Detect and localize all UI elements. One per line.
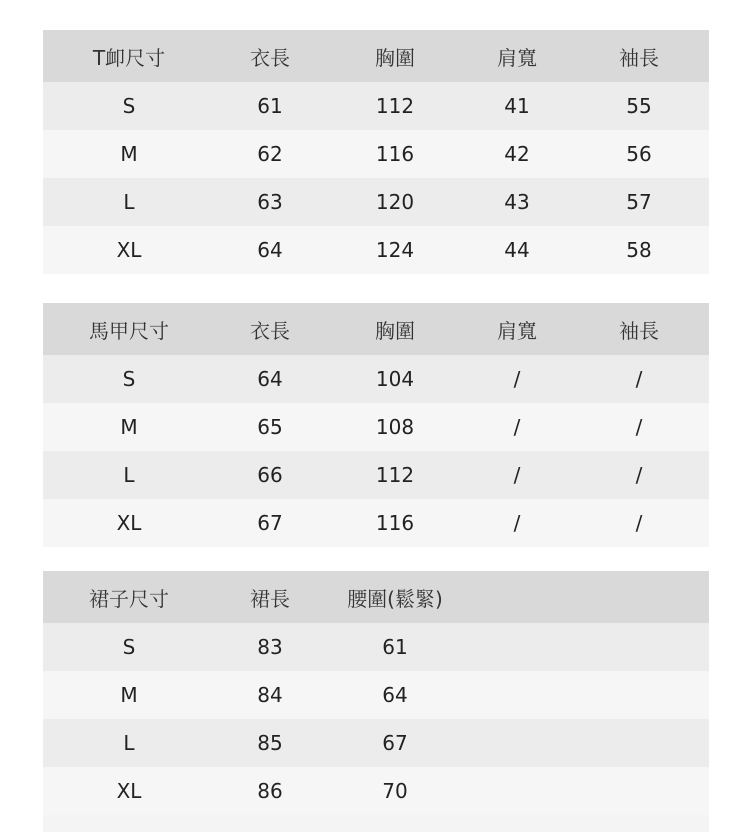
cell-sleeve: 55	[626, 94, 652, 118]
cell-shoulder: /	[513, 511, 521, 535]
cell-shoulder: 42	[504, 142, 530, 166]
header-length: 衣長	[250, 318, 290, 343]
cell-size: S	[122, 635, 136, 659]
header-size: T卹尺寸	[92, 45, 166, 70]
cell-shoulder: /	[513, 367, 521, 391]
table-bottom-strip	[43, 815, 709, 832]
cell-waist: 70	[382, 779, 408, 803]
table-row	[43, 82, 709, 130]
table-row	[43, 623, 709, 671]
cell-size: L	[123, 731, 135, 755]
cell-size: XL	[116, 238, 142, 262]
header-sleeve: 袖長	[619, 318, 659, 343]
table-header-row	[43, 571, 709, 623]
cell-shoulder: /	[513, 463, 521, 487]
header-length: 衣長	[250, 45, 290, 70]
cell-shoulder: 41	[504, 94, 530, 118]
cell-length: 85	[257, 731, 283, 755]
table-row	[43, 130, 709, 178]
cell-size: L	[123, 190, 135, 214]
cell-sleeve: 58	[626, 238, 652, 262]
cell-sleeve: /	[635, 463, 643, 487]
cell-chest: 116	[375, 142, 415, 166]
cell-sleeve: /	[635, 367, 643, 391]
cell-chest: 104	[375, 367, 415, 391]
header-shoulder: 肩寬	[497, 318, 537, 343]
cell-length: 86	[257, 779, 283, 803]
table-header-row	[43, 30, 709, 82]
table-row	[43, 403, 709, 451]
header-size: 裙子尺寸	[89, 586, 169, 611]
table-row	[43, 671, 709, 719]
cell-length: 62	[257, 142, 283, 166]
cell-waist: 61	[382, 635, 408, 659]
cell-size: XL	[116, 511, 142, 535]
header-chest: 胸圍	[375, 318, 415, 343]
cell-sleeve: /	[635, 511, 643, 535]
cell-sleeve: 56	[626, 142, 652, 166]
cell-chest: 116	[375, 511, 415, 535]
cell-chest: 112	[375, 94, 415, 118]
cell-waist: 64	[382, 683, 408, 707]
cell-length: 65	[257, 415, 283, 439]
cell-size: M	[120, 683, 138, 707]
cell-chest: 120	[375, 190, 415, 214]
cell-chest: 112	[375, 463, 415, 487]
header-waist: 腰圍(鬆緊)	[347, 586, 443, 611]
table-row	[43, 355, 709, 403]
vest-size-table	[43, 303, 709, 547]
tshirt-size-table	[43, 30, 709, 274]
table-row	[43, 226, 709, 274]
header-sleeve: 袖長	[619, 45, 659, 70]
header-length: 裙長	[250, 586, 290, 611]
cell-size: XL	[116, 779, 142, 803]
skirt-size-table	[43, 571, 709, 815]
table-row	[43, 767, 709, 815]
table-header-row	[43, 303, 709, 355]
cell-length: 67	[257, 511, 283, 535]
cell-length: 83	[257, 635, 283, 659]
table-row	[43, 178, 709, 226]
cell-shoulder: 43	[504, 190, 530, 214]
cell-chest: 124	[375, 238, 415, 262]
cell-waist: 67	[382, 731, 408, 755]
cell-sleeve: 57	[626, 190, 652, 214]
cell-shoulder: /	[513, 415, 521, 439]
cell-length: 61	[257, 94, 283, 118]
cell-sleeve: /	[635, 415, 643, 439]
header-chest: 胸圍	[375, 45, 415, 70]
cell-chest: 108	[375, 415, 415, 439]
cell-size: M	[120, 142, 138, 166]
cell-size: S	[122, 367, 136, 391]
table-row	[43, 719, 709, 767]
cell-length: 63	[257, 190, 283, 214]
cell-shoulder: 44	[504, 238, 530, 262]
cell-size: M	[120, 415, 138, 439]
header-shoulder: 肩寬	[497, 45, 537, 70]
header-size: 馬甲尺寸	[89, 318, 169, 343]
cell-length: 64	[257, 238, 283, 262]
table-row	[43, 451, 709, 499]
cell-length: 64	[257, 367, 283, 391]
cell-length: 66	[257, 463, 283, 487]
cell-length: 84	[257, 683, 283, 707]
cell-size: S	[122, 94, 136, 118]
cell-size: L	[123, 463, 135, 487]
table-row	[43, 499, 709, 547]
